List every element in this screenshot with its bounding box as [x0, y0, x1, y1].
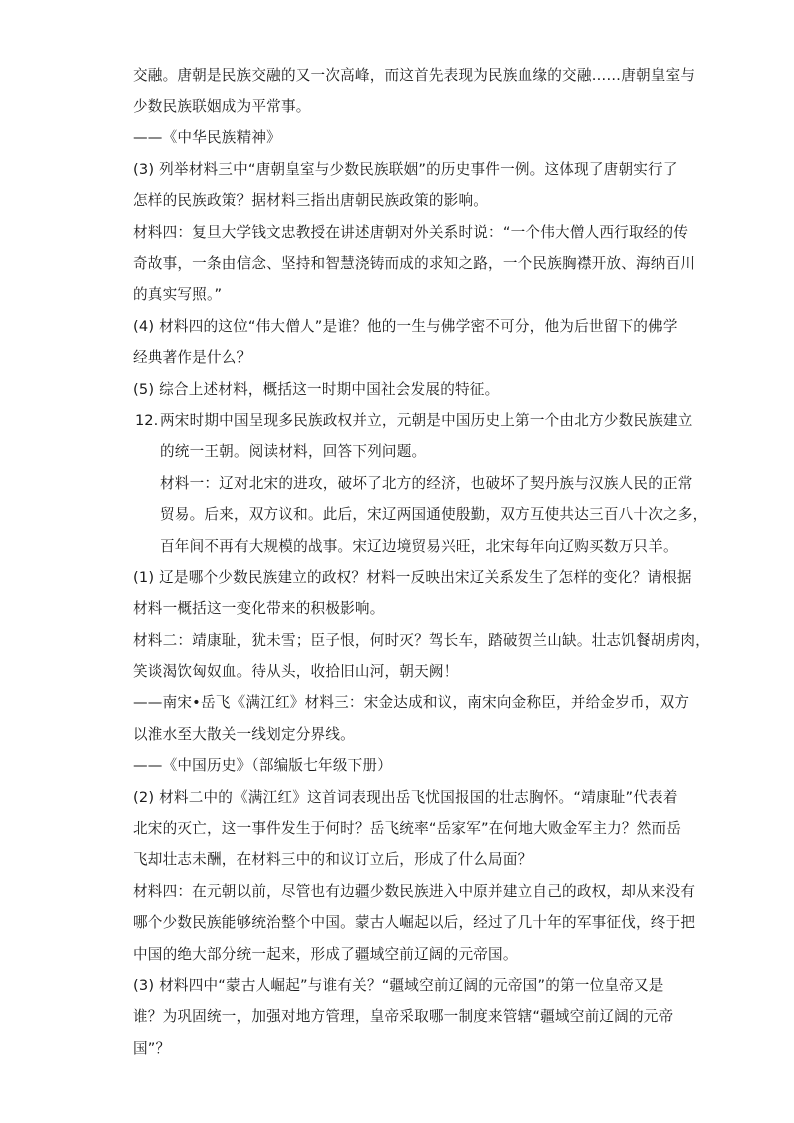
material-1: 材料一：辽对北宋的进攻，破坏了北方的经济，也破坏了契丹族与汉族人民的正常: [160, 475, 693, 492]
question-4: (4) 材料四的这位“伟大僧人”是谁？他的一生与佛学密不可分，他为后世留下的佛学: [133, 318, 678, 335]
question-5: (5) 综合上述材料，概括这一时期中国社会发展的特征。: [133, 381, 500, 398]
text-line: 以淮水至大散关一线划定分界线。: [133, 726, 355, 743]
material-2: 材料二：靖康耻，犹未雪；臣子恨，何时灭？驾长车，踏破贺兰山缺。壮志饥餐胡虏肉，: [133, 632, 710, 649]
text-line: 材料一概括这一变化带来的积极影响。: [133, 600, 385, 617]
question-1: (1) 辽是哪个少数民族建立的政权？材料一反映出宋辽关系发生了怎样的变化？请根据: [133, 569, 692, 586]
question-12-intro: 两宋时期中国呈现多民族政权并立，元朝是中国历史上第一个由北方少数民族建立: [160, 412, 693, 429]
text-line: 经典著作是什么？: [133, 349, 252, 366]
material-4: 材料四：复旦大学钱文忠教授在讲述唐朝对外关系时说：“一个伟大僧人西行取经的传: [133, 224, 689, 241]
text-line: 哪个少数民族能够统治整个中国。蒙古人崛起以后，经过了几十年的军事征伐，终于把: [133, 914, 696, 931]
text-line: 飞却壮志未酬，在材料三中的和议订立后，形成了什么局面？: [133, 851, 533, 868]
text-line: 中国的绝大部分统一起来，形成了疆域空前辽阔的元帝国。: [133, 946, 518, 963]
material-4: 材料四：在元朝以前，尽管也有边疆少数民族进入中原并建立自己的政权，却从来没有: [133, 883, 696, 900]
question-2: (2) 材料二中的《满江红》这首词表现出岳飞忧国报国的壮志胸怀。“靖康耻”代表着: [133, 789, 678, 806]
text-line: 少数民族联姻成为平常事。: [133, 98, 311, 115]
question-3: (3) 材料四中“蒙古人崛起”与谁有关？“疆域空前辽阔的元帝国”的第一位皇帝又是: [133, 977, 664, 994]
text-line: 国”？: [133, 1040, 171, 1057]
question-number: 12.: [135, 412, 159, 429]
text-line: 贸易。后来，双方议和。此后，宋辽两国通使殷勤，双方互使共达三百八十次之多，: [160, 506, 708, 523]
text-line: 北宋的灭亡，这一事件发生于何时？岳飞统率“岳家军”在何地大败金军主力？然而岳: [133, 820, 682, 837]
text-line: 笑谈渴饮匈奴血。待从头，收拾旧山河，朝天阙！: [133, 663, 459, 680]
source-citation: ——南宋•岳飞《满江红》材料三：宋金达成和议，南宋向金称臣，并给金岁币，双方: [133, 694, 690, 711]
source-citation: ——《中华民族精神》: [133, 129, 281, 146]
text-line: 交融。唐朝是民族交融的又一次高峰，而这首先表现为民族血缘的交融……唐朝皇室与: [133, 67, 696, 84]
question-3: (3) 列举材料三中“唐朝皇室与少数民族联姻”的历史事件一例。这体现了唐朝实行了: [133, 161, 678, 178]
text-line: 奇故事，一条由信念、坚持和智慧浇铸而成的求知之路，一个民族胸襟开放、海纳百川: [133, 255, 696, 272]
text-line: 的真实写照。”: [133, 286, 223, 303]
text-line: 谁？为巩固统一，加强对地方管理，皇帝采取哪一制度来管辖“疆域空前辽阔的元帝: [133, 1008, 674, 1025]
text-line: 百年间不再有大规模的战事。宋辽边境贸易兴旺，北宋每年向辽购买数万只羊。: [160, 538, 678, 555]
source-citation: ——《中国历史》（部编版七年级下册）: [133, 757, 392, 774]
text-line: 怎样的民族政策？据材料三指出唐朝民族政策的影响。: [133, 192, 489, 209]
text-line: 的统一王朝。阅读材料，回答下列问题。: [160, 443, 427, 460]
